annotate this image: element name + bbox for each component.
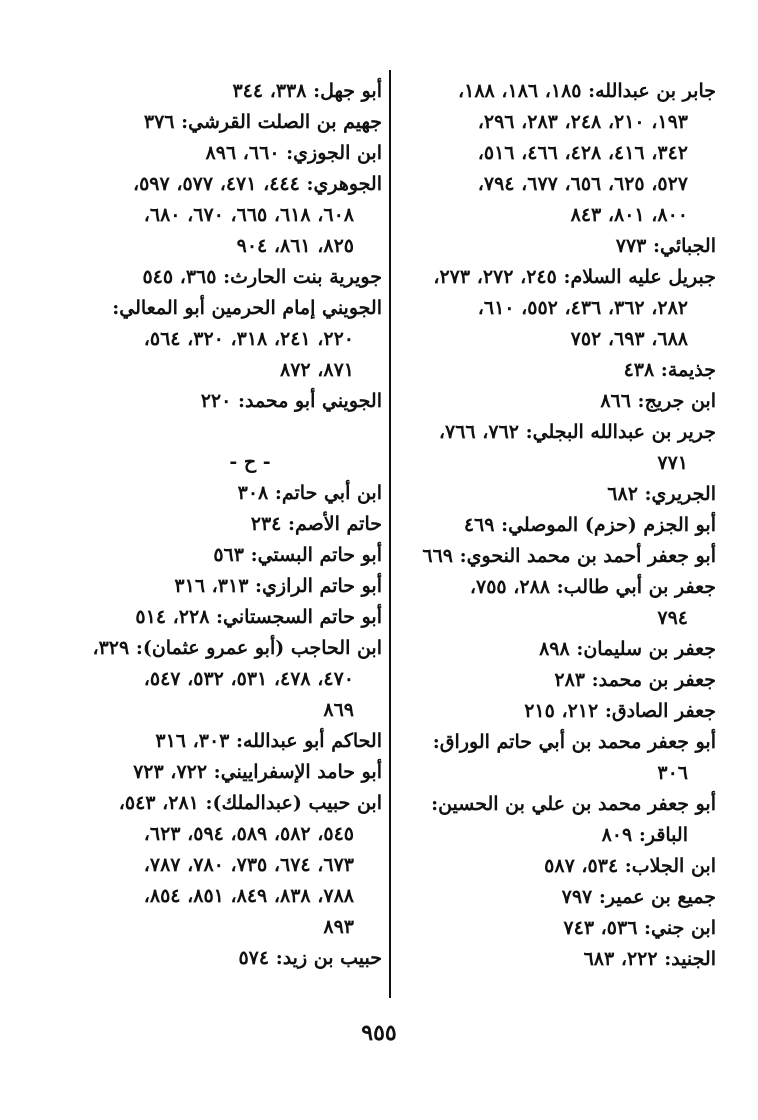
index-entry: أبو جعفر محمد بن علي بن الحسين:	[431, 793, 716, 815]
index-entry: ابن جريج: ٨٦٦	[600, 390, 716, 412]
index-entry-continuation: ٣٠٦	[657, 762, 688, 784]
page-number: ٩٥٥	[361, 1020, 397, 1046]
index-entry-continuation: ٧٩٤	[657, 607, 688, 629]
index-entry-continuation: ٨٦٩	[323, 699, 354, 721]
index-entry: جويرية بنت الحارث: ٣٦٥، ٥٤٥	[142, 266, 382, 288]
index-entry-continuation: ٦٠٨، ٦١٨، ٦٦٥، ٦٧٠، ٦٨٠،	[143, 204, 354, 226]
index-entry: ابن حبيب (عبدالملك): ٢٨١، ٥٤٣،	[118, 792, 382, 814]
index-entry: أبو جهل: ٣٣٨، ٣٤٤	[232, 80, 382, 102]
index-entry-continuation: ٢٢٠، ٢٤١، ٣١٨، ٣٢٠، ٥٦٤،	[143, 328, 354, 350]
index-column-right	[398, 76, 716, 975]
index-entry: ابن الجوزي: ٦٦٠، ٨٩٦	[205, 142, 382, 164]
index-entry-continuation: الباقر: ٨٠٩	[601, 824, 688, 846]
index-entry: جابر بن عبدالله: ١٨٥، ١٨٦، ١٨٨،	[457, 80, 716, 102]
index-entry: الجويني إمام الحرمين أبو المعالي:	[112, 297, 382, 319]
index-entry: الجويني أبو محمد: ٢٢٠	[200, 390, 382, 412]
index-entry: أبو حاتم الرازي: ٣١٣، ٣١٦	[174, 575, 382, 597]
index-entry-continuation: ٨٧١، ٨٧٢	[280, 359, 354, 381]
index-entry: أبو الجزم (حزم) الموصلي: ٤٦٩	[463, 514, 716, 536]
index-entry: حبيب بن زيد: ٥٧٤	[238, 947, 382, 969]
index-entry-continuation: ٣٤٢، ٤١٦، ٤٢٨، ٤٦٦، ٥١٦،	[477, 142, 688, 164]
index-entry: أبو حامد الإسفراييني: ٧٢٢، ٧٢٣	[133, 761, 382, 783]
index-entry: الحاكم أبو عبدالله: ٣٠٣، ٣١٦	[155, 730, 382, 752]
index-entry: جميع بن عمير: ٧٩٧	[561, 886, 716, 908]
index-entry: ابن جني: ٥٣٦، ٧٤٣	[563, 917, 716, 939]
index-entry-continuation: ٧٧١	[657, 452, 688, 474]
index-entry-continuation: ١٩٣، ٢١٠، ٢٤٨، ٢٨٣، ٢٩٦،	[477, 111, 688, 133]
index-entry-continuation: ٦٨٨، ٦٩٣، ٧٥٢	[570, 328, 688, 350]
index-entry: جعفر الصادق: ٢١٢، ٢١٥	[524, 700, 716, 722]
index-entry: ابن أبي حاتم: ٣٠٨	[237, 482, 382, 504]
index-entry-continuation: ٥٤٥، ٥٨٢، ٥٨٩، ٥٩٤، ٦٢٣،	[143, 823, 354, 845]
index-entry: جهيم بن الصلت القرشي: ٣٧٦	[143, 111, 382, 133]
index-entry-continuation: ٤٧٠، ٤٧٨، ٥٣١، ٥٣٢، ٥٤٧،	[143, 668, 354, 690]
index-entry-continuation: ٨٠٠، ٨٠١، ٨٤٣	[570, 204, 688, 226]
index-entry-continuation: ٦٧٣، ٦٧٤، ٧٣٥، ٧٨٠، ٧٨٧،	[143, 854, 354, 876]
index-entry: جعفر بن محمد: ٢٨٣	[554, 669, 716, 691]
index-entry: الجبائي: ٧٧٣	[615, 235, 716, 257]
index-entry: حاتم الأصم: ٢٣٤	[250, 513, 382, 535]
index-entry: ابن الحاجب (أبو عمرو عثمان): ٣٢٩،	[92, 637, 382, 659]
index-entry: أبو حاتم البستي: ٥٦٣	[213, 544, 382, 566]
index-entry: جبريل عليه السلام: ٢٤٥، ٢٧٢، ٢٧٣،	[433, 266, 716, 288]
index-entry: أبو حاتم السجستاني: ٢٢٨، ٥١٤	[135, 606, 382, 628]
index-entry: أبو جعفر أحمد بن محمد النحوي: ٦٦٩	[422, 545, 716, 567]
index-entry: الجوهري: ٤٤٤، ٤٧١، ٥٧٧، ٥٩٧،	[132, 173, 382, 195]
index-entry-continuation: ٨٢٥، ٨٦١، ٩٠٤	[236, 235, 354, 257]
index-entry: الجريري: ٦٨٢	[607, 483, 716, 505]
index-entry-continuation: ٥٢٧، ٦٢٥، ٦٥٦، ٦٧٧، ٧٩٤،	[477, 173, 688, 195]
index-entry: جعفر بن أبي طالب: ٢٨٨، ٧٥٥،	[469, 576, 716, 598]
index-entry-continuation: ٢٨٢، ٣٦٢، ٤٣٦، ٥٥٢، ٦١٠،	[477, 297, 688, 319]
index-entry: أبو جعفر محمد بن أبي حاتم الوراق:	[432, 731, 716, 753]
index-entry: ابن الجلاب: ٥٣٤، ٥٨٧	[544, 855, 716, 877]
index-entry-continuation: ٨٩٣	[323, 916, 354, 938]
index-entry-continuation: ٧٨٨، ٨٣٨، ٨٤٩، ٨٥١، ٨٥٤،	[143, 885, 354, 907]
section-heading: - ح -	[229, 451, 271, 473]
index-entry: جرير بن عبدالله البجلي: ٧٦٢، ٧٦٦،	[438, 421, 716, 443]
column-divider	[389, 70, 391, 998]
index-entry: جعفر بن سليمان: ٨٩٨	[539, 638, 716, 660]
index-column-left	[78, 76, 382, 974]
index-entry: جذيمة: ٤٣٨	[623, 359, 716, 381]
index-entry: الجنيد: ٢٢٢، ٦٨٣	[583, 948, 716, 970]
